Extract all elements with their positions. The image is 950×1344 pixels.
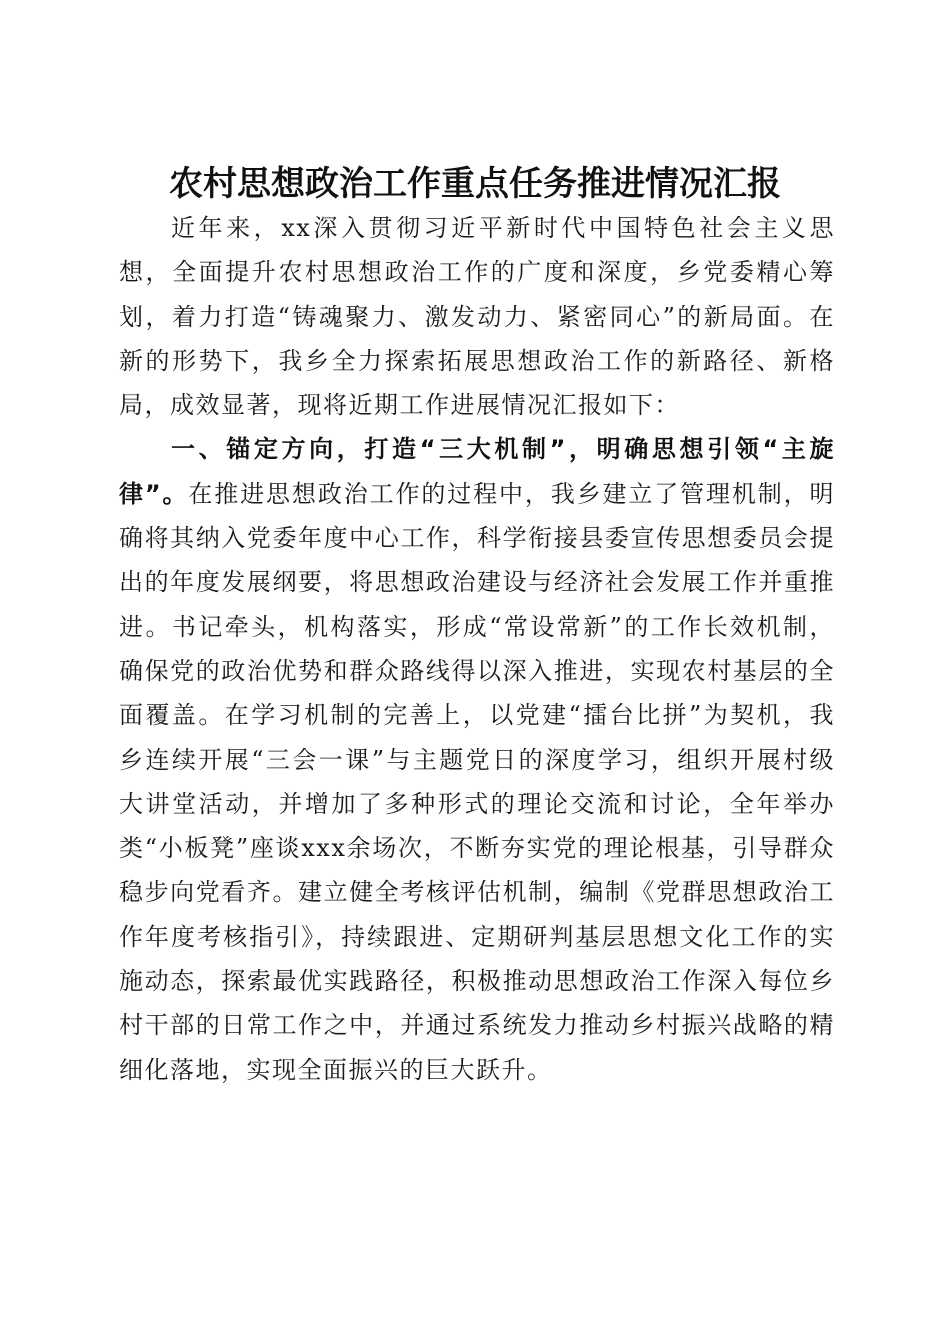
section-1-heading: 一、锚定方向，打造“三大机制”，明确思想引领“主旋律”。	[119, 435, 835, 508]
document-title: 农村思想政治工作重点任务推进情况汇报	[169, 163, 781, 204]
section-1-paragraph	[119, 427, 835, 1091]
intro-paragraph: 近年来，xx深入贯彻习近平新时代中国特色社会主义思想，全面提升农村思想政治工作的广度和深度，乡党委精心筹划，着力打造“铸魂聚力、激发动力、紧密同心”的新局面。在新的形势下，我乡全力探索拓展思想政治工作的新路径、新格局，成效显著，现将近期工作进展情况汇报如下：	[119, 214, 835, 420]
section-1-body: 在推进思想政治工作的过程中，我乡建立了管理机制，明确将其纳入党委年度中心工作，科学衔接县委宣传思想委员会提出的年度发展纲要，将思想政治建设与经济社会发展工作并重推进。书记牵头，机构落实，形成“常设常新”的工作长效机制，确保党的政治优势和群众路线得以深入推进，实现农村基层的全面覆盖。在学习机制的完善上，以党建“擂台比拼”为契机，我乡连续开展“三会一课”与主题党日的深度学习，组织开展村级大讲堂活动，并增加了多种形式的理论交流和讨论，全年举办类“小板凳”座谈xxx余场次，不断夯实党的理论根基，引导群众稳步向党看齐。建立健全考核评估机制，编制《党群思想政治工作年度考核指引》，持续跟进、定期研判基层思想文化工作的实施动态，探索最优实践路径，积极推动思想政治工作深入每位乡村干部的日常工作之中，并通过系统发力推动乡村振兴战略的精细化落地，实现全面振兴的巨大跃升。	[119, 479, 836, 1084]
document-body	[119, 206, 835, 1092]
